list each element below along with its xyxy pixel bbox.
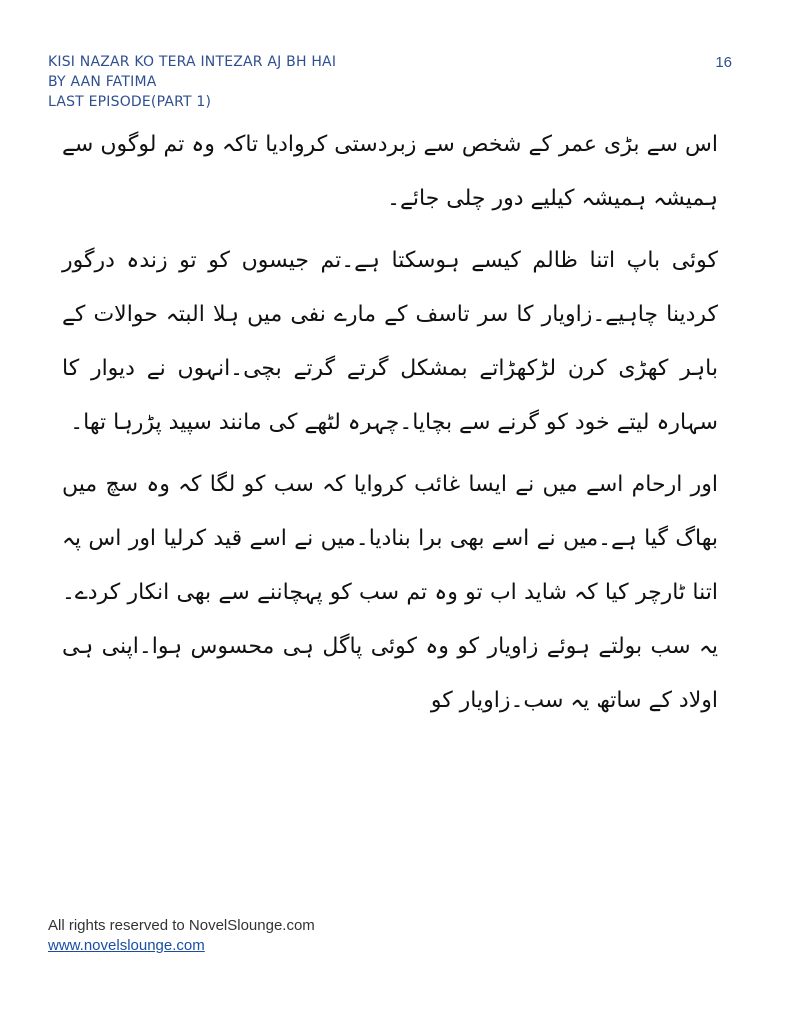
story-body xyxy=(62,118,718,736)
rights-notice: All rights reserved to NovelSlounge.com xyxy=(48,917,315,934)
page-header xyxy=(48,52,336,112)
paragraph: اور ارحام اسے میں نے ایسا غائب کروایا کہ سب کو لگا کہ وہ سچ میں بھاگ گیا ہے۔میں نے اسے بھی برا بنادیا۔میں نے اسے قید کرلیا اور اس پہ اتنا ٹارچر کیا کہ شاید اب تو وہ تم سب کو پہچاننے سے بھی انکار کردے۔یہ سب بولتے ہوئے زاویار کو وہ کوئی پاگل ہی محسوس ہوا۔اپنی ہی اولاد کے ساتھ یہ سب۔زاویار کو xyxy=(62,472,718,713)
paragraph: کوئی باپ اتنا ظالم کیسے ہوسکتا ہے۔تم جیسوں کو تو زندہ درگور کردینا چاہیے۔زاویار کا سر تاسف کے مارے نفی میں ہلا البتہ حوالات کے باہر کھڑی کرن لڑکھڑاتے بمشکل گرتے گرتے بچی۔انہوں نے دیوار کا سہارہ لیتے خود کو گرنے سے بچایا۔چہرہ لٹھے کی مانند سپید پڑرہا تھا۔ xyxy=(62,248,718,435)
page-footer xyxy=(48,916,315,956)
author-line: BY AAN FATIMA xyxy=(48,74,157,90)
website-link[interactable]: www.novelslounge.com xyxy=(48,937,205,954)
novel-title: KISI NAZAR KO TERA INTEZAR AJ BH HAI xyxy=(48,54,337,70)
page-number: 16 xyxy=(715,54,732,71)
episode-line: LAST EPISODE(PART 1) xyxy=(48,94,212,110)
paragraph: اس سے بڑی عمر کے شخص سے زبردستی کروادیا تاکہ وہ تم لوگوں سے ہمیشہ ہمیشہ کیلیے دور چلی جائے۔ xyxy=(62,132,718,211)
